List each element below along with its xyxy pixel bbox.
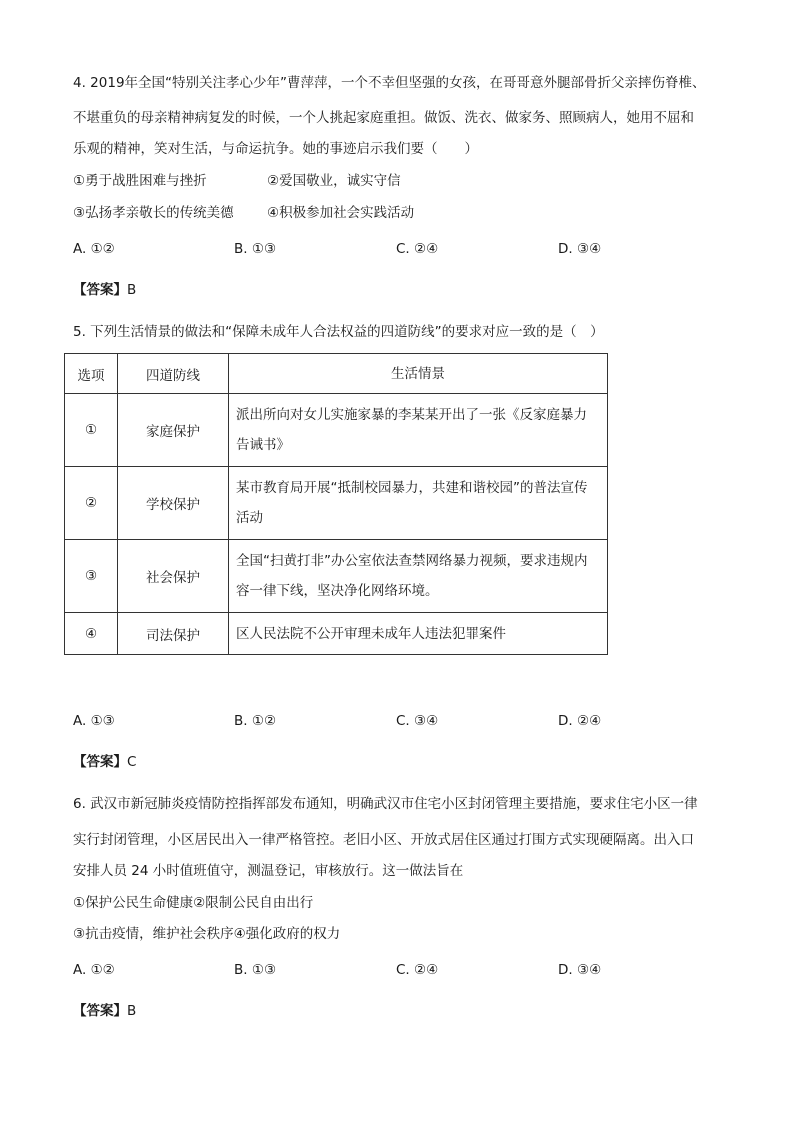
q4-answer [73, 281, 136, 299]
q6-option-a: A. ①② [73, 962, 115, 978]
q6-option-b: B. ①③ [234, 962, 277, 978]
row-number: ② [65, 467, 118, 540]
q6-option-d: D. ③④ [558, 962, 602, 978]
table-row [65, 467, 608, 540]
q6-item-line-1: ①保护公民生命健康②限制公民自由出行 [73, 895, 314, 911]
q4-option-c: C. ②④ [396, 241, 439, 257]
q4-option-a: A. ①② [73, 241, 115, 257]
row-number: ④ [65, 613, 118, 655]
table-header-option: 选项 [65, 354, 118, 394]
q6-item-line-2: ③抗击疫情，维护社会秩序④强化政府的权力 [73, 926, 341, 942]
row-defense-line: 司法保护 [118, 613, 229, 655]
q5-answer-value: C [127, 754, 137, 770]
table-row [65, 394, 608, 467]
q5-option-b: B. ①② [234, 713, 277, 729]
row-scene: 区人民法院不公开审理未成年人违法犯罪案件 [236, 625, 506, 642]
q4-stem-line-1: 4. 2019年全国“特别关注孝心少年”曹萍萍，一个不幸但坚强的女孩，在哥哥意外腿部骨折父亲摔伤脊椎、 [73, 75, 706, 91]
q5-stem: 5. 下列生活情景的做法和“保障未成年人合法权益的四道防线”的要求对应一致的是（ ） [73, 324, 604, 340]
row-defense-line: 学校保护 [118, 467, 229, 540]
row-scene: 某市教育局开展“抵制校园暴力，共建和谐校园”的普法宣传活动 [236, 480, 588, 526]
q6-stem-line-1: 6. 武汉市新冠肺炎疫情防控指挥部发布通知，明确武汉市住宅小区封闭管理主要措施，要求住宅小区一律 [73, 796, 698, 812]
row-defense-line: 社会保护 [118, 540, 229, 613]
q5-answer-tag: 【答案】 [73, 754, 127, 770]
table-header-scene: 生活情景 [229, 354, 608, 394]
q4-item-2: ②爱国敬业，诚实守信 [267, 173, 401, 189]
q4-option-b: B. ①③ [234, 241, 277, 257]
q6-stem-line-3: 安排人员 24 小时值班值守，测温登记，审核放行。这一做法旨在 [73, 863, 464, 879]
q4-option-d: D. ③④ [558, 241, 602, 257]
q6-option-c: C. ②④ [396, 962, 439, 978]
row-scene: 派出所向对女儿实施家暴的李某某开出了一张《反家庭暴力告诫书》 [236, 407, 587, 453]
q5-table [64, 353, 608, 655]
table-header-row [65, 354, 608, 394]
row-defense-line: 家庭保护 [118, 394, 229, 467]
q6-answer-value: B [127, 1003, 137, 1019]
q6-stem-line-2: 实行封闭管理，小区居民出入一律严格管控。老旧小区、开放式居住区通过打围方式实现硬隔离。出入口 [73, 832, 694, 848]
q4-item-3: ③弘扬孝亲敬长的传统美德 [73, 205, 234, 221]
table-row [65, 613, 608, 655]
q4-stem-line-3: 乐观的精神，笑对生活，与命运抗争。她的事迹启示我们要（ ） [73, 141, 478, 157]
q4-answer-tag: 【答案】 [73, 282, 127, 298]
q5-option-d: D. ②④ [558, 713, 602, 729]
q6-answer-tag: 【答案】 [73, 1003, 127, 1019]
q4-answer-value: B [127, 282, 137, 298]
row-scene: 全国“扫黄打非”办公室依法查禁网络暴力视频，要求违规内容一律下线，坚决净化网络环境。 [236, 553, 588, 599]
q4-item-1: ①勇于战胜困难与挫折 [73, 173, 207, 189]
table-header-defense: 四道防线 [118, 354, 229, 394]
row-number: ① [65, 394, 118, 467]
q5-option-a: A. ①③ [73, 713, 115, 729]
q4-item-4: ④积极参加社会实践活动 [267, 205, 415, 221]
table-row [65, 540, 608, 613]
q5-answer [73, 753, 136, 771]
row-number: ③ [65, 540, 118, 613]
q4-stem-line-2: 不堪重负的母亲精神病复发的时候，一个人挑起家庭重担。做饭、洗衣、做家务、照顾病人，她用不屈和 [73, 110, 694, 126]
q5-option-c: C. ③④ [396, 713, 439, 729]
q6-answer [73, 1002, 136, 1020]
